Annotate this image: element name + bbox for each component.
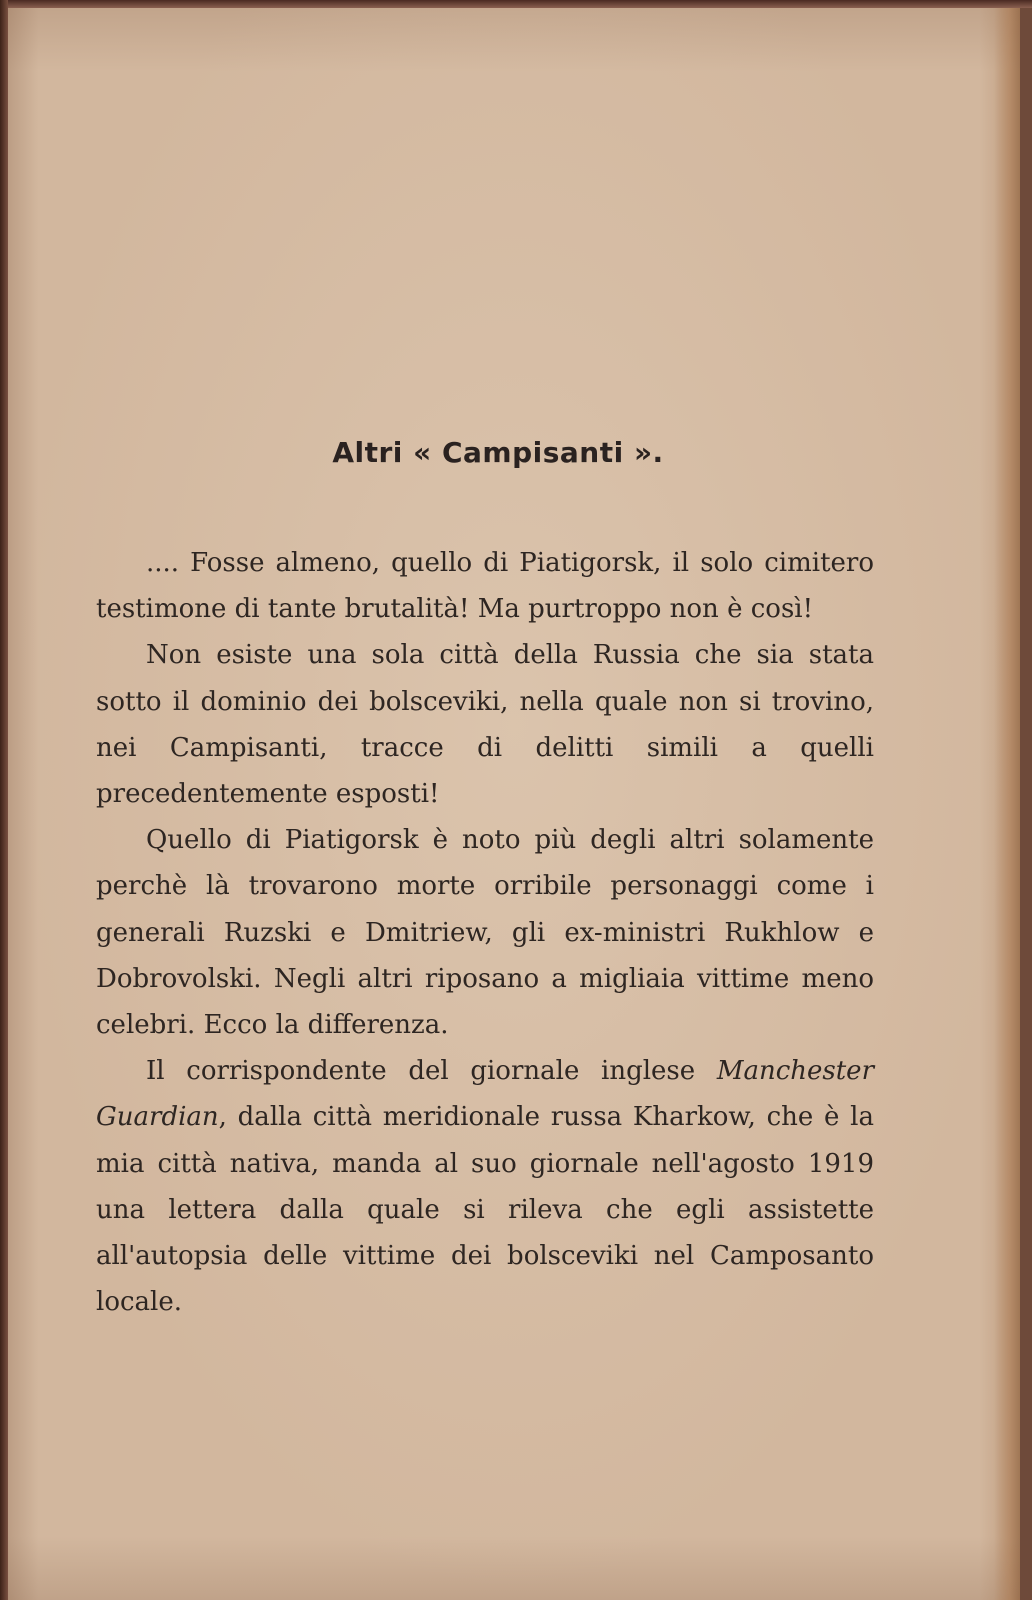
paragraph-3: Quello di Piatigorsk è noto più degli altri solamente perchè là trovarono morte orribile personaggi come i generali Ruzski e Dmitriew, gli ex-ministri Rukhlow e Dobrovolski. Negli altri riposano a migliaia vittime meno celebri. Ecco la differenza. [96,825,874,1041]
paragraph-1: .... Fosse almeno, quello di Piatigorsk, il solo cimitero testimone di tante brutalità! Ma purtroppo non è così! [96,548,874,625]
page-right-edge [994,8,1020,1600]
chapter-title: Altri « Campisanti ». [332,436,664,469]
paragraph-4-start: Il corrispondente del giornale inglese [146,1056,717,1087]
chapter-body [96,540,874,1325]
paragraph-2: Non esiste una sola città della Russia che sia stata sotto il dominio dei bolsceviki, nella quale non si trovino, nei Campisanti, tracce di delitti simili a quelli precedentemente esposti! [96,640,874,810]
newspaper-name: Manchester Guardian [96,1056,874,1133]
book-page [8,8,1020,1600]
page-top-edge [0,0,1032,8]
paragraph-4-end: , dalla città meridionale russa Kharkow, che è la mia città nativa, manda al suo giornale nell'agosto 1919 una lettera dalla quale si rileva che egli assistette all'autopsia delle vittime dei bolsceviki nel Camposanto locale. [96,1102,874,1318]
paragraph-4 [96,1048,874,1325]
book-binding-edge [0,0,8,1600]
